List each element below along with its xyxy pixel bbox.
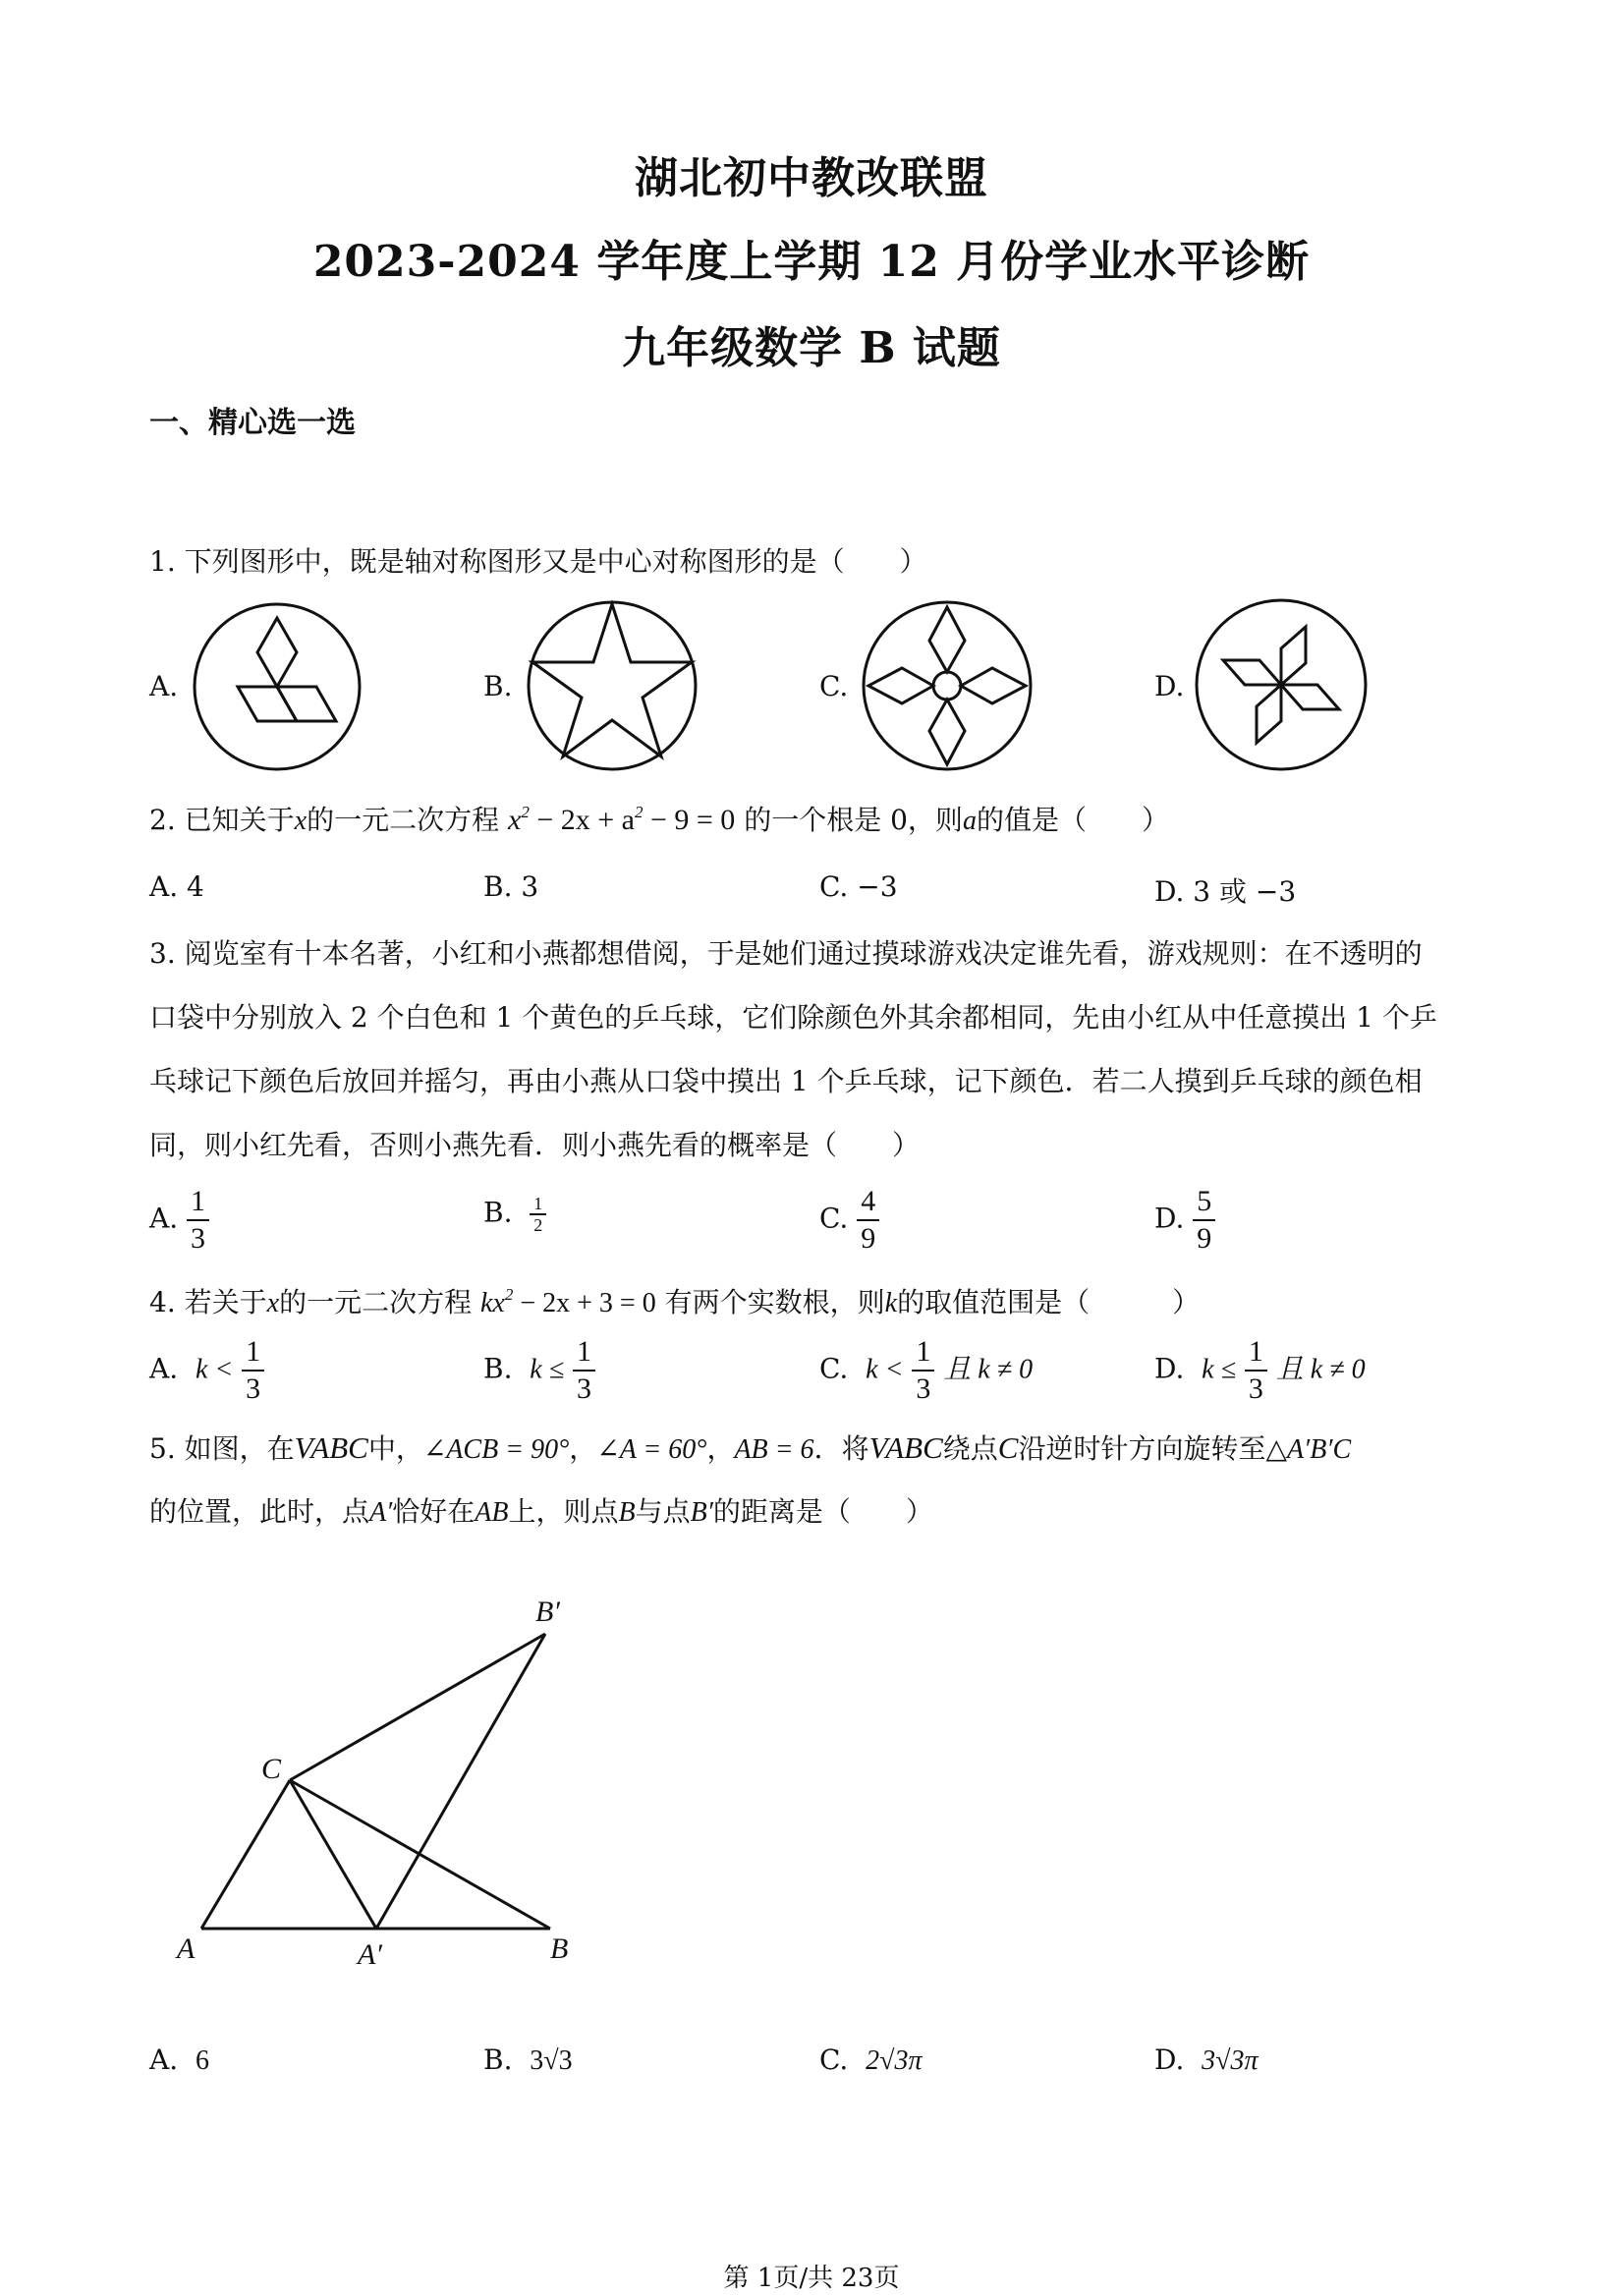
question-4-text: 4. 若关于x的一元二次方程 $kx^2 - 2x + 3 = 0$ 有两个实数根，则k的取值范围是（ ） bbox=[149, 1285, 1201, 1318]
q4-equation: $kx^2 - 2x + 3 = 0$ bbox=[479, 1285, 656, 1318]
segment-a-prime-b-prime bbox=[376, 1634, 545, 1929]
question-3-line-4: 同，则小红先看，否则小燕先看．则小燕先看的概率是（ ） bbox=[149, 1129, 921, 1161]
q3-option-a: A. $\frac{1}{3}$ bbox=[149, 1184, 209, 1257]
label-a-prime: A′ bbox=[358, 1938, 382, 1971]
header-title-3: 九年级数学 B 试题 bbox=[622, 323, 1001, 373]
q3-option-d: D. $\frac{5}{9}$ bbox=[1154, 1184, 1215, 1257]
segment-ca-prime bbox=[290, 1780, 376, 1929]
q2-option-b: B. 3 bbox=[483, 870, 539, 903]
question-1-text: 1. 下列图形中，既是轴对称图形又是中心对称图形的是（ ） bbox=[149, 545, 927, 578]
q5-option-b: B. 3√3 bbox=[483, 2044, 573, 2076]
q4-option-b: B. k ≤ $\frac{1}{3}$ bbox=[483, 1334, 595, 1407]
question-3-line-3: 乓球记下颜色后放回并摇匀，再由小燕从口袋中摸出 1 个乒乓球，记下颜色．若二人摸到乒乓球的颜色相 bbox=[149, 1065, 1423, 1097]
q2-option-c: C. −3 bbox=[819, 870, 898, 903]
question-3-line-1: 3. 阅览室有十本名著，小红和小燕都想借阅，于是她们通过摸球游戏决定谁先看，游戏规则：在不透明的 bbox=[149, 937, 1423, 970]
q2-var-x: x bbox=[294, 806, 308, 836]
q1-option-d-label: D. bbox=[1154, 670, 1185, 702]
segment-ac bbox=[201, 1780, 290, 1929]
label-b-prime: B′ bbox=[535, 1596, 560, 1628]
q1-option-c-label: C. bbox=[819, 670, 849, 702]
q4-option-c: C. k < $\frac{1}{3}$ 且 k ≠ 0 bbox=[819, 1335, 1034, 1405]
question-5-line-2: 的位置，此时，点A′恰好在AB上，则点B与点B′的距离是（ ） bbox=[149, 1495, 933, 1528]
q2-option-d: D. 3 或 −3 bbox=[1154, 875, 1297, 908]
q5-option-d: D. 3√3π bbox=[1154, 2044, 1259, 2076]
q2-option-a: A. 4 bbox=[149, 870, 204, 903]
label-a: A bbox=[177, 1932, 196, 1965]
q2-post: 的一个根是 0，则 bbox=[744, 804, 963, 836]
q2-equation: $x^2 - 2x + a^2 - 9 = 0$ bbox=[507, 803, 736, 836]
header-title-1: 湖北初中教改联盟 bbox=[635, 153, 988, 203]
q5-option-c: C. 2√3π bbox=[819, 2044, 923, 2076]
segment-cb-prime bbox=[290, 1634, 545, 1780]
q2-end: 的值是（ ） bbox=[976, 804, 1169, 836]
q3-option-c: C. $\frac{4}{9}$ bbox=[819, 1184, 879, 1257]
header-title-2: 2023-2024 学年度上学期 12 月份学业水平诊断 bbox=[312, 237, 1311, 287]
q4-option-d: D. k ≤ $\frac{1}{3}$ 且 k ≠ 0 bbox=[1154, 1335, 1366, 1405]
question-3-line-2: 口袋中分别放入 2 个白色和 1 个黄色的乒乓球，它们除颜色外其余都相同，先由小红从中任意摸出 1 个乒 bbox=[149, 1001, 1437, 1034]
q3-option-b: B. $\frac{1}{2}$ bbox=[483, 1194, 546, 1235]
label-c: C bbox=[261, 1753, 282, 1785]
q2-pre: 2. 已知关于 bbox=[149, 804, 295, 836]
q4-option-a: A. k < $\frac{1}{3}$ bbox=[149, 1334, 264, 1407]
section-heading: 一、精心选一选 bbox=[149, 406, 356, 440]
label-b: B bbox=[550, 1932, 569, 1965]
question-5-line-1: 5. 如图，在VABC中，∠ACB = 90°，∠A = 60°，AB = 6．将VABC绕点C沿逆时针方向旋转至△A′B′C bbox=[149, 1430, 1352, 1465]
q1-option-a-label: A. bbox=[149, 670, 179, 702]
q5-option-a: A. 6 bbox=[149, 2044, 209, 2076]
q2-var-a: a bbox=[962, 806, 977, 836]
page-footer: 第 1页/共 23页 bbox=[723, 2264, 900, 2293]
q1-option-b-label: B. bbox=[483, 670, 513, 702]
q2-mid: 的一元二次方程 bbox=[307, 804, 500, 836]
